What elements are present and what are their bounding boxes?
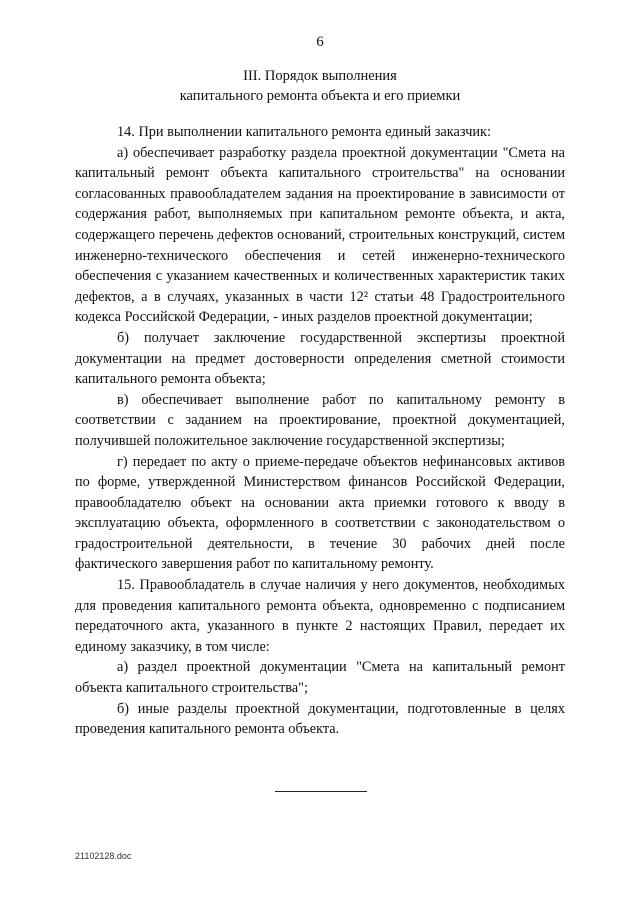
paragraph-14-v: в) обеспечивает выполнение работ по капитальному ремонту в соответствии с заданием на проектирование, проектной документацией, получившей положительное заключение государственной экспертизы; bbox=[75, 391, 565, 449]
end-divider bbox=[275, 791, 367, 792]
paragraph-14-b: б) получает заключение государственной экспертизы проектной документации на предмет достоверности определения сметной стоимости капитального ремонта объекта; bbox=[75, 329, 565, 388]
section-heading bbox=[75, 66, 565, 106]
paragraph-14-a: а) обеспечивает разработку раздела проектной документации "Смета на капитальный ремонт объекта капитального строительства" на основании согласованных правообладателем задания на проектирование в зависимости от содержания работ, выполняемых при капитальном ремонте объекта, и акта, содержащего перечень дефектов оснований, строительных конструкций, систем инженерно-технического обеспечения и сетей инженерно-технического обеспечения с указанием качественных и количественных характеристик таких дефектов, а в случаях, указанных в части 12² статьи 48 Градостроительного кодекса Российской Федерации, - иных разделов проектной документации; bbox=[75, 144, 565, 326]
document-body bbox=[75, 122, 565, 740]
paragraph-15-b: б) иные разделы проектной документации, подготовленные в целях проведения капитального ремонта объекта. bbox=[75, 700, 565, 738]
page-number: 6 bbox=[316, 34, 324, 50]
paragraph-15-intro: 15. Правообладатель в случае наличия у него документов, необходимых для проведения капитального ремонта объекта, одновременно с подписанием передаточного акта, указанного в пункте 2 настоящих Правил, передает их единому заказчику, в том числе: bbox=[75, 577, 565, 655]
section-heading-line-2: капитального ремонта объекта и его приемки bbox=[179, 88, 461, 104]
paragraph-14-intro: 14. При выполнении капитального ремонта единый заказчик: bbox=[117, 124, 491, 140]
paragraph-15-a: а) раздел проектной документации "Смета на капитальный ремонт объекта капитального строительства"; bbox=[75, 659, 565, 697]
footer-filename: 21102128.doc bbox=[75, 851, 132, 861]
section-heading-line-1: III. Порядок выполнения bbox=[243, 68, 397, 84]
paragraph-14-g: г) передает по акту о приеме-передаче объектов нефинансовых активов по форме, утвержденной Министерством финансов Российской Федерации, правообладателю объект на основании акта приемки готового к вводу в эксплуатацию объекта, оформленного в соответствии с законодательством о градостроительной деятельности, в течение 30 рабочих дней после фактического завершения работ по капитальному ремонту. bbox=[75, 453, 565, 573]
